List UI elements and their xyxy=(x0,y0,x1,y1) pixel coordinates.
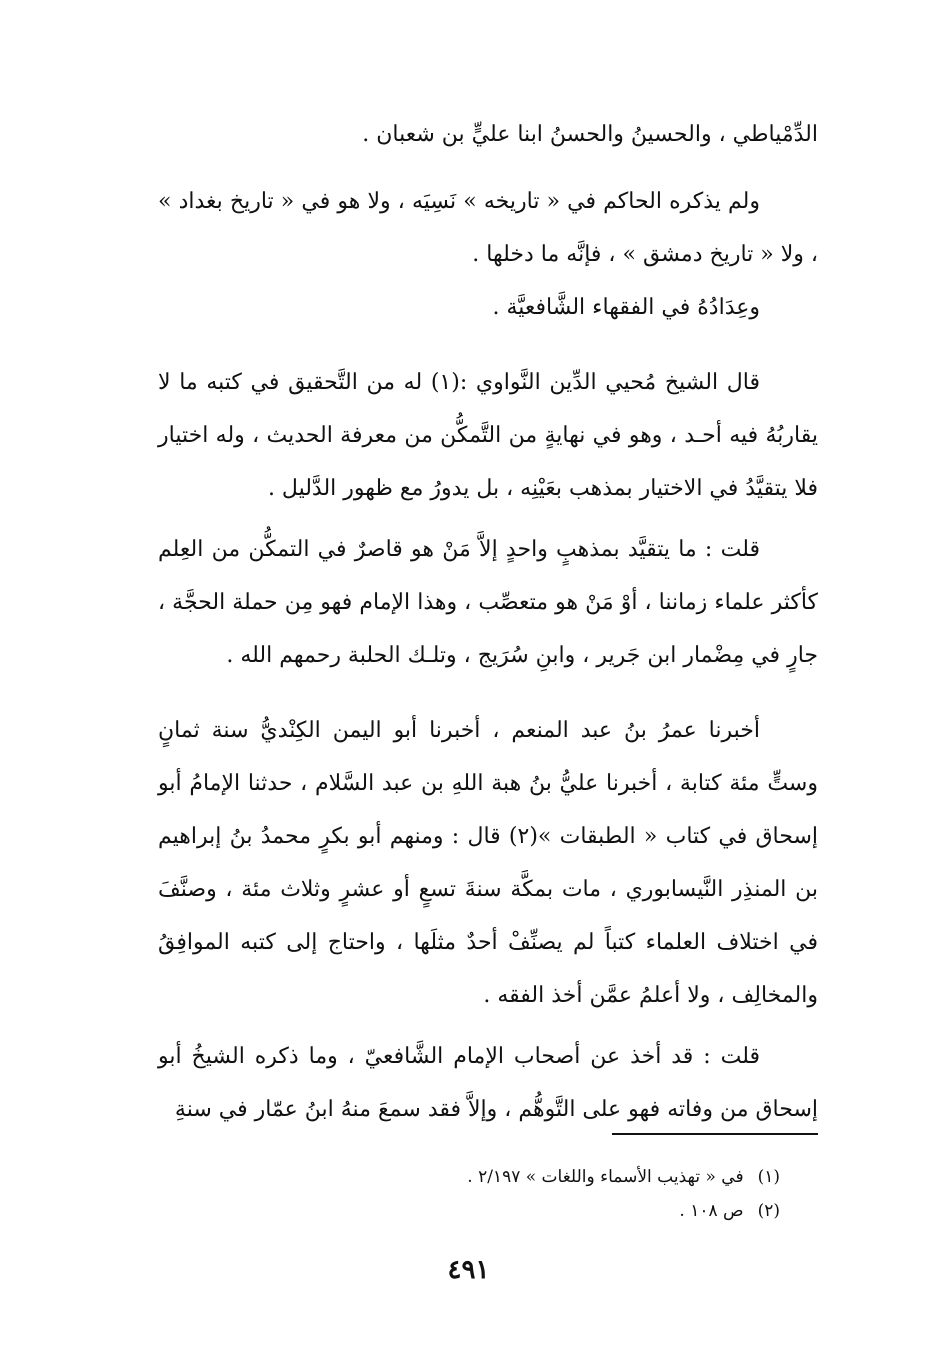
footnote-text: ص ١٠٨ . xyxy=(679,1201,744,1221)
paragraph-shafii-fuqaha: وعِدَادُهُ في الفقهاء الشَّافعيَّة . xyxy=(492,295,760,320)
footnotes xyxy=(300,1160,780,1228)
main-text xyxy=(158,108,818,1136)
footnote-number: (١) xyxy=(757,1167,780,1187)
paragraph-hakim: ولم يذكره الحاكم في « تاريخه » نَسِيَه ، ولا هو في « تاريخ بغداد » ، ولا « تاريخ دمشق » ، فإنَّه ما دخلها . xyxy=(158,189,818,267)
footnote-2 xyxy=(300,1194,780,1228)
footnote-divider xyxy=(612,1133,818,1135)
paragraph-continuation: الدِّمْياطي ، والحسينُ والحسنُ ابنا عليٍّ بن شعبان . xyxy=(362,122,818,147)
paragraph-nawawi-quote: قال الشيخ مُحيي الدِّين النَّواوي :(١) له من التَّحقيق في كتبه ما لا يقاربُهُ فيه أحـد ، وهو في نهايةٍ من التَّمكُّن من معرفة الحديث ، وله اختيار فلا يتقيَّدُ في الاختيار بمذهب بعَيْنِه ، بل يدورُ مع ظهور الدَّليل . xyxy=(158,370,818,501)
footnote-number: (٢) xyxy=(757,1201,780,1221)
footnote-text: في « تهذيب الأسماء واللغات » ٢/١٩٧ . xyxy=(467,1167,744,1187)
paragraph-isnad: أخبرنا عمرُ بنُ عبد المنعم ، أخبرنا أبو اليمن الكِنْديُّ سنة ثمانٍ وستٍّ مئة كتابة ، أخبرنا عليُّ بنُ هبة اللهِ بن عبد السَّلام ، حدثنا الإمامُ أبو إسحاق في كتاب « الطبقات »(٢) قال : ومنهم أبو بكرٍ محمدُ بنُ إبراهيم بن المنذِر النَّيسابوري ، مات بمكَّة سنةَ تسعٍ أو عشرٍ وثلاث مئة ، وصنَّفَ في اختلاف العلماء كتباً لم يصنِّفْ أحدٌ مثلَها ، واحتاج إلى كتبه الموافِقُ والمخالِف ، ولا أعلمُ عمَّن أخذ الفقه . xyxy=(158,718,818,1008)
footnote-1 xyxy=(300,1160,780,1194)
paragraph-qultu-2: قلت : قد أخذ عن أصحاب الإمام الشَّافعيّ ، وما ذكره الشيخُ أبو إسحاق من وفاته فهو على التَّوهُّم ، وإلاَّ فقد سمعَ منهُ ابنُ عمّار في سنةِ xyxy=(158,1044,818,1122)
paragraph-qultu-1: قلت : ما يتقيَّد بمذهبٍ واحدٍ إلاَّ مَنْ هو قاصرٌ في التمكُّن من العِلم كأكثر علماء زماننا ، أوْ مَنْ هو متعصِّب ، وهذا الإمام فهو مِن حملة الحجَّة ، جارٍ في مِضْمار ابن جَرير ، وابنِ سُرَيج ، وتلـك الحلبة رحمهم الله . xyxy=(158,537,818,668)
page-number: ٤٩١ xyxy=(447,1255,490,1285)
